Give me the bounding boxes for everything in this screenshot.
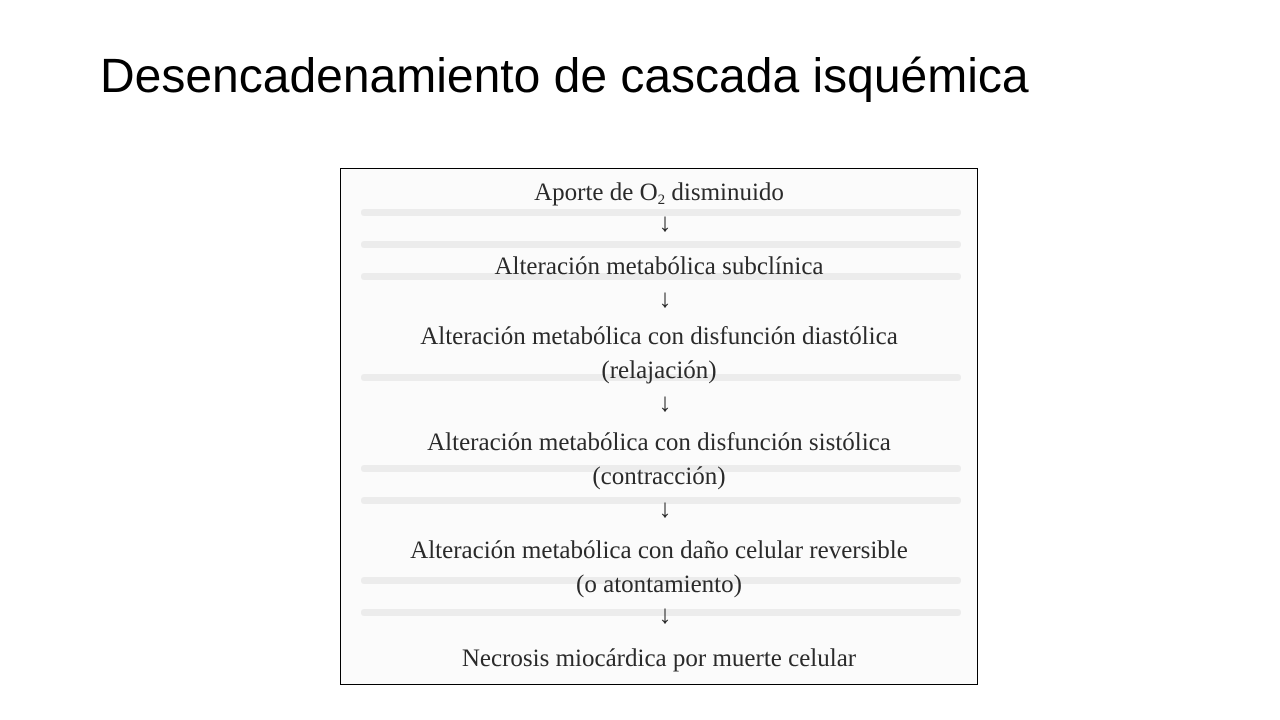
subscript-2: 2 bbox=[657, 192, 666, 208]
step-necrosis bbox=[341, 643, 977, 675]
down-arrow-icon: ↓ bbox=[658, 600, 672, 629]
step-systolic bbox=[341, 427, 977, 459]
step-text: Necrosis miocárdica por muerte celular bbox=[461, 645, 857, 672]
step-text: Aporte de O bbox=[534, 179, 658, 206]
step-subclinical bbox=[341, 251, 977, 283]
down-arrow-icon: ↓ bbox=[658, 284, 672, 313]
step-text: Alteración metabólica subclínica bbox=[494, 253, 824, 280]
step-text: (relajación) bbox=[601, 357, 717, 384]
step-diastolic bbox=[341, 321, 977, 353]
flowchart-figure bbox=[340, 168, 978, 685]
step-systolic-note bbox=[341, 461, 977, 493]
down-arrow-icon: ↓ bbox=[658, 388, 672, 417]
down-arrow-icon: ↓ bbox=[658, 494, 672, 523]
slide-title: Desencadenamiento de cascada isquémica bbox=[100, 50, 1029, 103]
step-diastolic-note bbox=[341, 355, 977, 387]
step-text: (o atontamiento) bbox=[576, 571, 742, 598]
step-text: Alteración metabólica con disfunción diastólica bbox=[420, 323, 898, 350]
step-text: (contracción) bbox=[592, 463, 726, 490]
step-text: Alteración metabólica con daño celular reversible bbox=[410, 537, 908, 564]
step-text: Alteración metabólica con disfunción sistólica bbox=[427, 429, 891, 456]
step-text: disminuido bbox=[665, 179, 784, 206]
step-reversible-damage bbox=[341, 535, 977, 567]
down-arrow-icon: ↓ bbox=[658, 208, 672, 237]
step-reversible-damage-note bbox=[341, 569, 977, 601]
